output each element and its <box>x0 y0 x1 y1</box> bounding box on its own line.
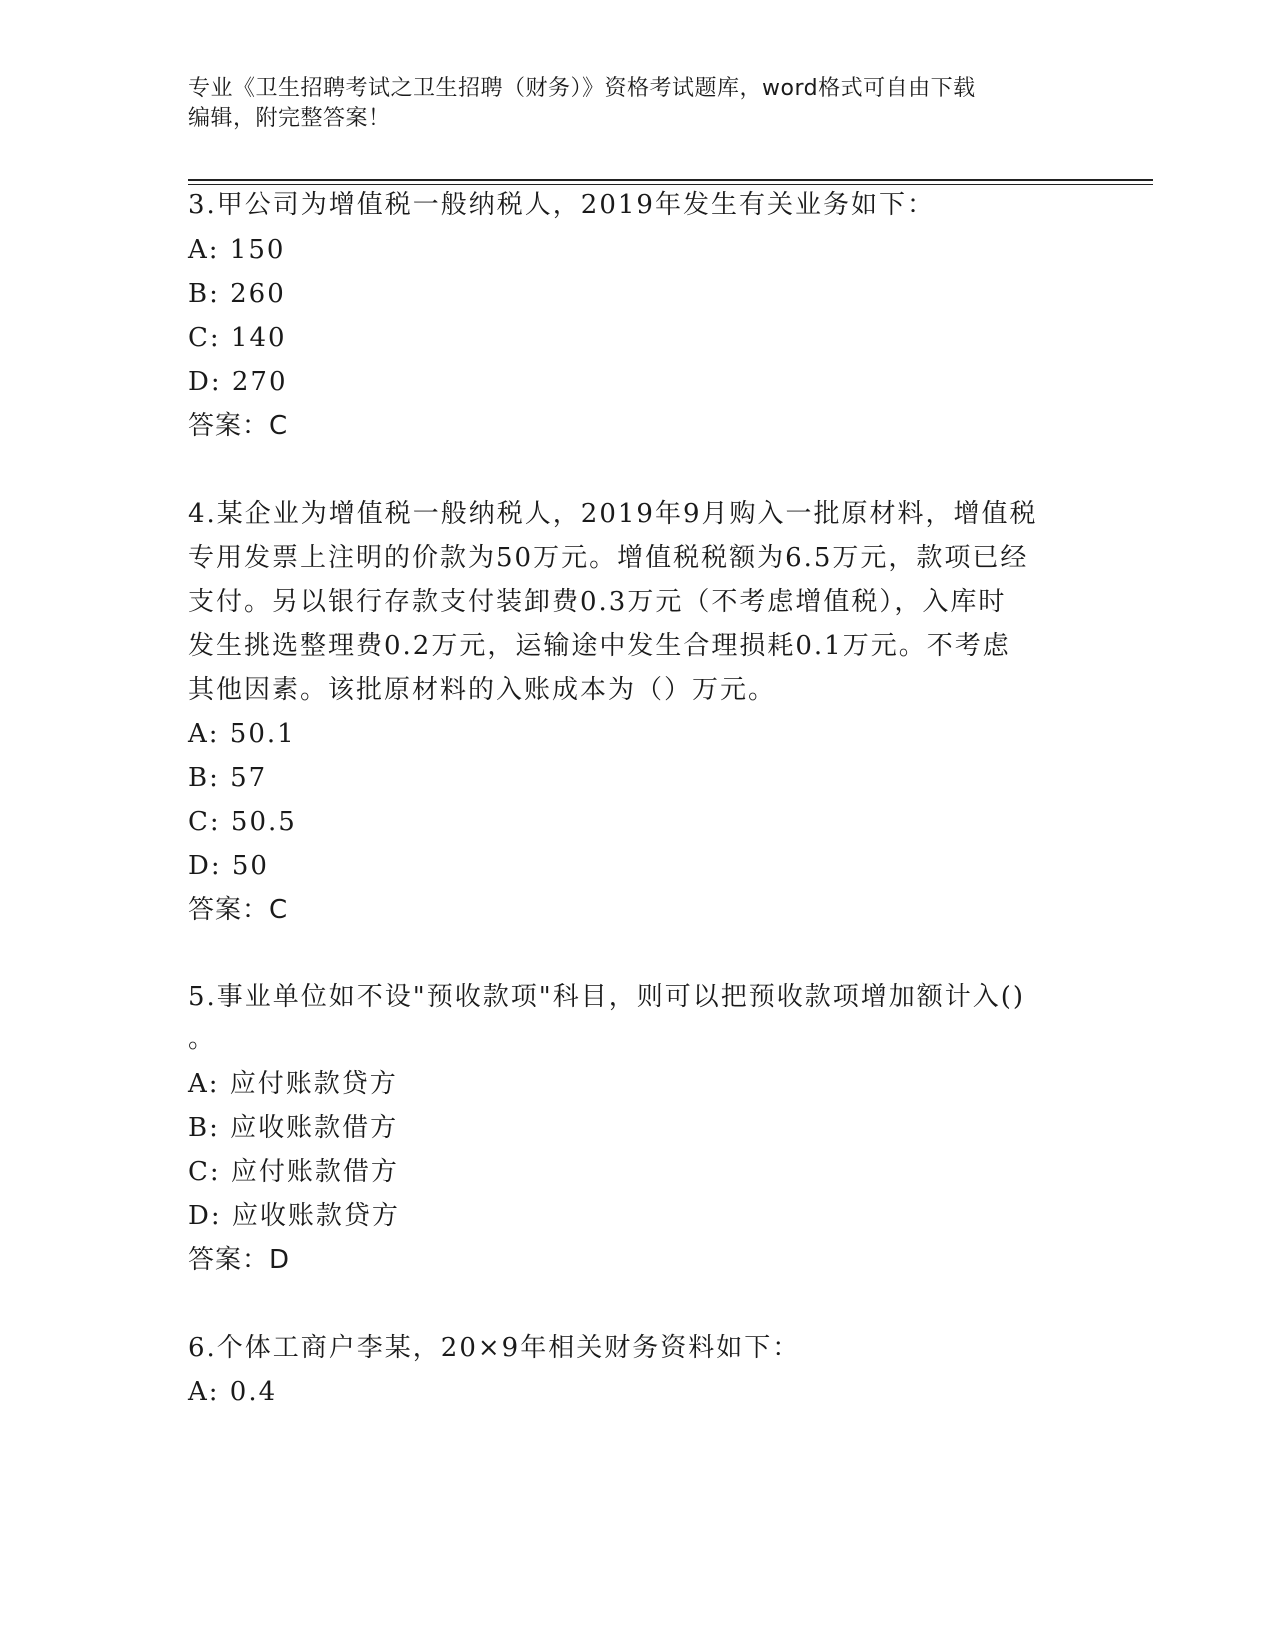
question-6-option-a: A: 0.4 <box>188 1377 278 1407</box>
question-5-answer: 答案：D <box>188 1245 291 1275</box>
question-5-stem-line-2: 。 <box>188 1024 217 1054</box>
question-6-stem: 6.个体工商户李某，20×9年相关财务资料如下： <box>188 1333 801 1363</box>
header-divider <box>188 179 1153 181</box>
question-4-stem-line-3: 支付。另以银行存款支付装卸费0.3万元（不考虑增值税），入库时 <box>188 587 1007 617</box>
question-4-option-c: C: 50.5 <box>188 807 297 837</box>
question-4-option-d: D: 50 <box>188 851 269 881</box>
question-4-stem-line-2: 专用发票上注明的价款为50万元。增值税税额为6.5万元，款项已经 <box>188 543 1029 573</box>
question-3-stem: 3.甲公司为增值税一般纳税人，2019年发生有关业务如下： <box>188 190 935 220</box>
question-5-stem-line-1: 5.事业单位如不设"预收款项"科目，则可以把预收款项增加额计入() <box>188 982 1026 1012</box>
header-divider-thin <box>188 184 1153 185</box>
question-4-option-a: A: 50.1 <box>188 719 296 749</box>
question-5-option-a: A: 应付账款贷方 <box>188 1069 398 1099</box>
question-4-stem-line-4: 发生挑选整理费0.2万元，运输途中发生合理损耗0.1万元。不考虑 <box>188 631 1011 661</box>
question-5-option-d: D: 应收账款贷方 <box>188 1201 400 1231</box>
question-5-option-c: C: 应付账款借方 <box>188 1157 399 1187</box>
header-line-1: 专业《卫生招聘考试之卫生招聘（财务）》资格考试题库，word格式可自由下载 <box>188 76 976 101</box>
question-3-answer: 答案：C <box>188 411 289 441</box>
question-3-option-d: D: 270 <box>188 367 288 397</box>
question-3-option-c: C: 140 <box>188 323 287 353</box>
header-line-2: 编辑，附完整答案！ <box>188 106 391 131</box>
question-3-option-b: B: 260 <box>188 279 286 309</box>
question-4-option-b: B: 57 <box>188 763 268 793</box>
question-4-answer: 答案：C <box>188 895 289 925</box>
question-3-option-a: A: 150 <box>188 235 286 265</box>
question-4-stem-line-5: 其他因素。该批原材料的入账成本为（）万元。 <box>188 675 777 705</box>
question-5-option-b: B: 应收账款借方 <box>188 1113 399 1143</box>
document-header <box>188 74 1088 134</box>
question-4-stem-line-1: 4.某企业为增值税一般纳税人，2019年9月购入一批原材料，增值税 <box>188 499 1038 529</box>
